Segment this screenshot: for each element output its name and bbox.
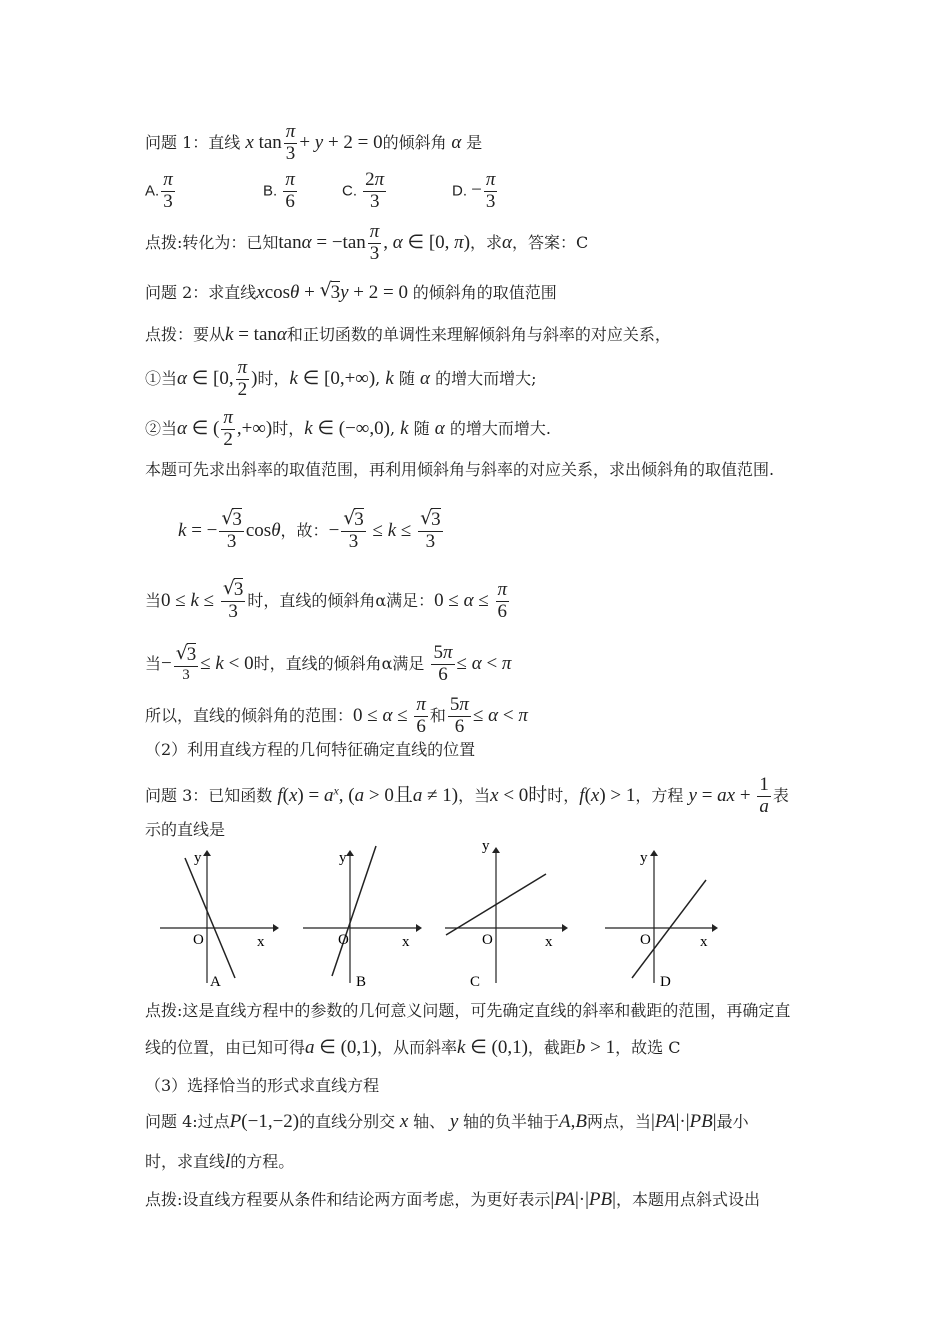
q1-option-b: B. $\frac{\pi}{6}$ bbox=[263, 169, 295, 212]
graph-b-caption: B bbox=[356, 974, 367, 990]
graph-b-x-label: x bbox=[402, 934, 410, 950]
q2-case-1: ①当α ∈ [0, $\frac{\pi}{2}$ )时，k ∈ [0,+∞), k 随 α 的增大而增大; bbox=[145, 357, 537, 400]
graph-c bbox=[440, 838, 570, 990]
q2-statement: 问题 2：求直线xcosθ + √ 3y + 2 = 0 的倾斜角的取值范围 bbox=[145, 283, 557, 302]
q2-case-negative: 当− √ $\frac{3}{3}$ ≤ k < 0时，直线的倾斜角α满足 $\frac{5\pi}{6}$ ≤ α < π bbox=[145, 643, 511, 686]
q4-statement-cont: 时，求直线l的方程。 bbox=[145, 1151, 295, 1172]
graph-d-caption: D bbox=[660, 974, 671, 990]
graph-a bbox=[155, 838, 280, 990]
q3-hint-line2: 线的位置，由已知可得a ∈ (0,1)，从而斜率k ∈ (0,1)，截距b > 1，故选 C bbox=[145, 1037, 681, 1058]
graph-a-y-label: y bbox=[194, 850, 202, 866]
graph-a-caption: A bbox=[210, 974, 221, 990]
section-3-heading: （3）选择恰当的形式求直线方程 bbox=[145, 1076, 380, 1095]
q2-k-range: k = − √ $\frac{3}{3}$ cosθ，故：− √ $\frac{3}{3}$ ≤ k ≤ √ $\frac{3}{3}$ bbox=[178, 510, 445, 553]
q4-statement: 问题 4:过点P(−1,−2)的直线分别交 x 轴、 y 轴的负半轴于A,B两点，当|PA|·|PB|最小 bbox=[145, 1111, 749, 1132]
graph-c-x-label: x bbox=[545, 934, 553, 950]
graph-c-origin: O bbox=[482, 932, 493, 948]
graph-c-caption: C bbox=[470, 974, 481, 990]
q2-case-2: ②当α ∈ ( $\frac{\pi}{2}$ ,+∞)时，k ∈ (−∞,0), k 随 α 的增大而增大. bbox=[145, 407, 551, 450]
graph-b-y-label: y bbox=[339, 850, 347, 866]
graph-d-x-label: x bbox=[700, 934, 708, 950]
q4-hint: 点拨:设直线方程要从条件和结论两方面考虑，为更好表示|PA|·|PB|，本题用点斜式设出 bbox=[145, 1189, 760, 1210]
graph-c-y-label: y bbox=[482, 838, 490, 854]
q1-hint: 点拨:转化为：已知tanα = −tan $\frac{\pi}{3}$ , α ∈ [0, π)，求α，答案：C bbox=[145, 221, 589, 264]
graph-d bbox=[600, 838, 725, 990]
q1-statement: 问题 1：直线 x tan $\frac{\pi}{3}$ + y + 2 = 0的倾斜角 α 是 bbox=[145, 121, 483, 164]
q1-option-a: A. $\frac{\pi}{3}$ bbox=[145, 169, 173, 212]
graph-b-origin: O bbox=[338, 932, 349, 948]
q2-case-positive: 当0 ≤ k ≤ √ $\frac{3}{3}$ 时，直线的倾斜角α满足：0 ≤ α ≤ $\frac{\pi}{6}$ bbox=[145, 580, 511, 623]
q1-option-d: D. − $\frac{\pi}{3}$ bbox=[452, 169, 496, 212]
graph-b bbox=[298, 838, 423, 990]
graph-a-origin: O bbox=[193, 932, 204, 948]
graph-d-y-label: y bbox=[640, 850, 648, 866]
q3-statement: 问题 3：已知函数 $f(x) = a^x$, (a > 0且a ≠ 1)，当x < 0时时，f(x) > 1，方程 y = ax + $\frac{1}{a}$ 表 bbox=[145, 774, 789, 817]
q3-statement-cont: 示的直线是 bbox=[145, 820, 226, 839]
q2-hint: 点拨：要从k = tanα和正切函数的单调性来理解倾斜角与斜率的对应关系， bbox=[145, 324, 671, 345]
q2-conclusion: 所以，直线的倾斜角的范围：0 ≤ α ≤ $\frac{\pi}{6}$ 和 $\frac{5\pi}{6}$ ≤ α < π bbox=[145, 694, 528, 737]
section-2-heading: （2）利用直线方程的几何特征确定直线的位置 bbox=[145, 740, 476, 759]
q2-note: 本题可先求出斜率的取值范围，再利用倾斜角与斜率的对应关系，求出倾斜角的取值范围. bbox=[145, 460, 775, 479]
q1-option-c: C. $\frac{2\pi}{3}$ bbox=[342, 169, 385, 212]
graph-a-x-label: x bbox=[257, 934, 265, 950]
q3-hint-line1: 点拨:这是直线方程中的参数的几何意义问题，可先确定直线的斜率和截距的范围，再确定直 bbox=[145, 1001, 791, 1020]
graph-d-origin: O bbox=[640, 932, 651, 948]
